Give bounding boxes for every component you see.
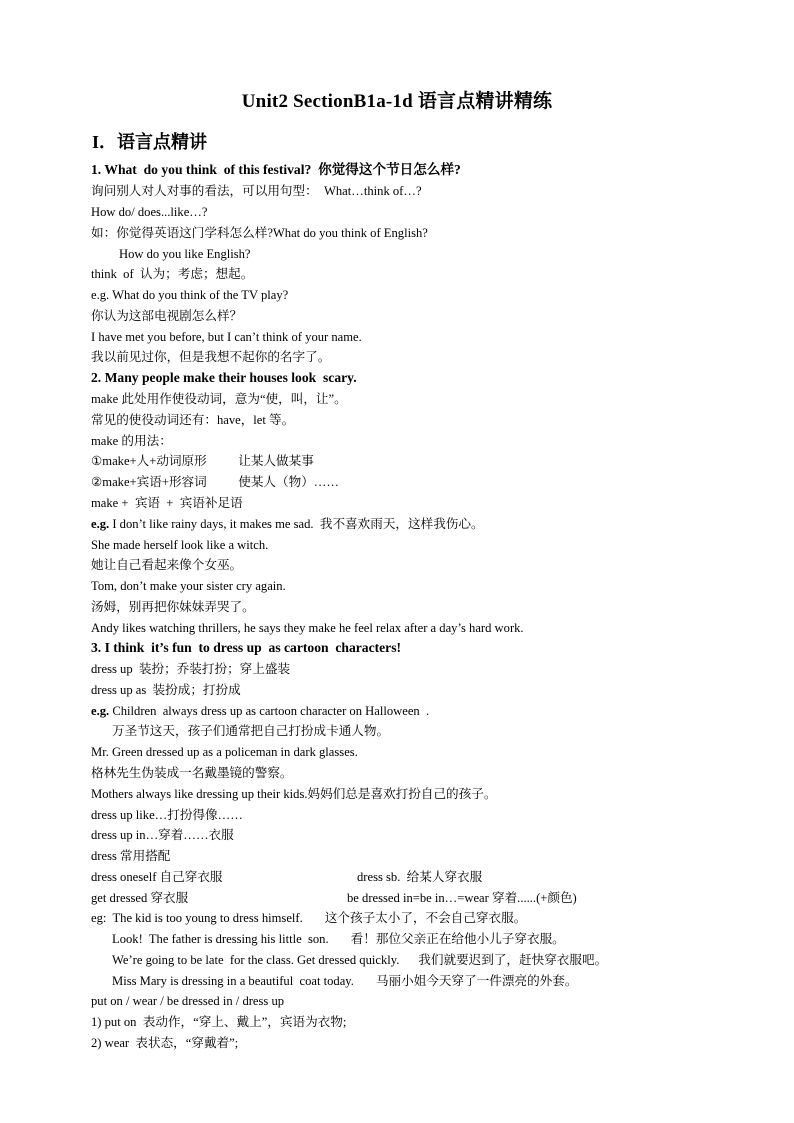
text-line: I have met you before, but I can’t think of your name. xyxy=(91,330,362,344)
text-line: ②make+宾语+形容词 使某人（物）…… xyxy=(91,475,339,489)
text-line: Andy likes watching thrillers, he says they make he feel relax after a day’s hard work. xyxy=(91,621,524,635)
text-line: be dressed in=be in…=wear 穿着......(+颜色) xyxy=(347,891,577,905)
eg-label: e.g. xyxy=(91,704,110,718)
text-line: Mr. Green dressed up as a policeman in dark glasses. xyxy=(91,745,358,759)
section-heading: I．语言点精讲 xyxy=(92,132,208,152)
text-line: get dressed 穿衣服 xyxy=(91,891,189,905)
text-line: e.g. What do you think of the TV play? xyxy=(91,288,289,302)
text-line: 询问别人对人对事的看法，可以用句型： What…think of…? xyxy=(91,184,422,198)
text-line: 常见的使役动词还有：have，let 等。 xyxy=(91,413,295,427)
text-line: 万圣节这天，孩子们通常把自己打扮成卡通人物。 xyxy=(112,724,390,738)
text-line xyxy=(91,514,484,534)
text-line: 你认为这部电视剧怎么样？ xyxy=(91,309,243,323)
point-1-heading: 1. What do you think of this festival? 你觉得这个节日怎么样? xyxy=(91,162,461,177)
point-2-heading: 2. Many people make their houses look scary. xyxy=(91,370,357,385)
text-line: make 的用法： xyxy=(91,434,172,448)
text-line: dress up as 装扮成；打扮成 xyxy=(91,683,241,697)
text-line: dress up like…打扮得像…… xyxy=(91,808,243,822)
document-title: Unit2 SectionB1a-1d 语言点精讲精练 xyxy=(241,91,553,112)
text-line: She made herself look like a witch. xyxy=(91,538,269,552)
point-3-heading: 3. I think it’s fun to dress up as cartoon characters! xyxy=(91,640,402,655)
text-line: 格林先生伪装成一名戴墨镜的警察。 xyxy=(91,766,293,780)
text-line: dress 常用搭配 xyxy=(91,849,171,863)
eg-text: Children always dress up as cartoon character on Halloween . xyxy=(109,704,430,718)
text-line: ①make+人+动词原形 让某人做某事 xyxy=(91,454,314,468)
text-line: Tom, don’t make your sister cry again. xyxy=(91,579,286,593)
eg-label: e.g. xyxy=(91,517,110,531)
eg-text: I don’t like rainy days, it makes me sad. 我不喜欢雨天，这样我伤心。 xyxy=(109,517,484,531)
text-line: 1) put on 表动作，“穿上、戴上”，宾语为衣物; xyxy=(91,1015,347,1029)
text-line: 汤姆，别再把你妹妹弄哭了。 xyxy=(91,600,255,614)
text-line: dress oneself 自己穿衣服 xyxy=(91,870,223,884)
text-line: dress up in…穿着……衣服 xyxy=(91,828,234,842)
text-line: 她让自己看起来像个女巫。 xyxy=(91,558,243,572)
text-line: make 此处用作使役动词，意为“使，叫，让”。 xyxy=(91,392,347,406)
text-line: think of 认为；考虑；想起。 xyxy=(91,267,254,281)
text-line: Miss Mary is dressing in a beautiful coat today. 马丽小姐今天穿了一件漂亮的外套。 xyxy=(112,974,578,988)
text-line: make + 宾语 + 宾语补足语 xyxy=(91,496,243,510)
text-line: dress sb. 给某人穿衣服 xyxy=(357,870,483,884)
text-line: Look! The father is dressing his little son. 看！那位父亲正在给他小儿子穿衣服。 xyxy=(112,932,565,946)
text-line: Mothers always like dressing up their kids.妈妈们总是喜欢打扮自己的孩子。 xyxy=(91,787,497,801)
text-line: dress up 装扮；乔装打扮；穿上盛装 xyxy=(91,662,291,676)
text-line: We’re going to be late for the class. Get dressed quickly. 我们就要迟到了，赶快穿衣服吧。 xyxy=(112,953,608,967)
text-line: eg: The kid is too young to dress himself. 这个孩子太小了，不会自己穿衣服。 xyxy=(91,911,527,925)
text-line: 如：你觉得英语这门学科怎么样?What do you think of English? xyxy=(91,226,428,240)
text-line: How do you like English? xyxy=(119,247,251,261)
text-line: How do/ does...like…? xyxy=(91,205,208,219)
text-line xyxy=(91,701,429,721)
text-line: 我以前见过你，但是我想不起你的名字了。 xyxy=(91,350,331,364)
text-line: put on / wear / be dressed in / dress up xyxy=(91,994,285,1008)
text-line: 2) wear 表状态，“穿戴着”; xyxy=(91,1036,239,1050)
